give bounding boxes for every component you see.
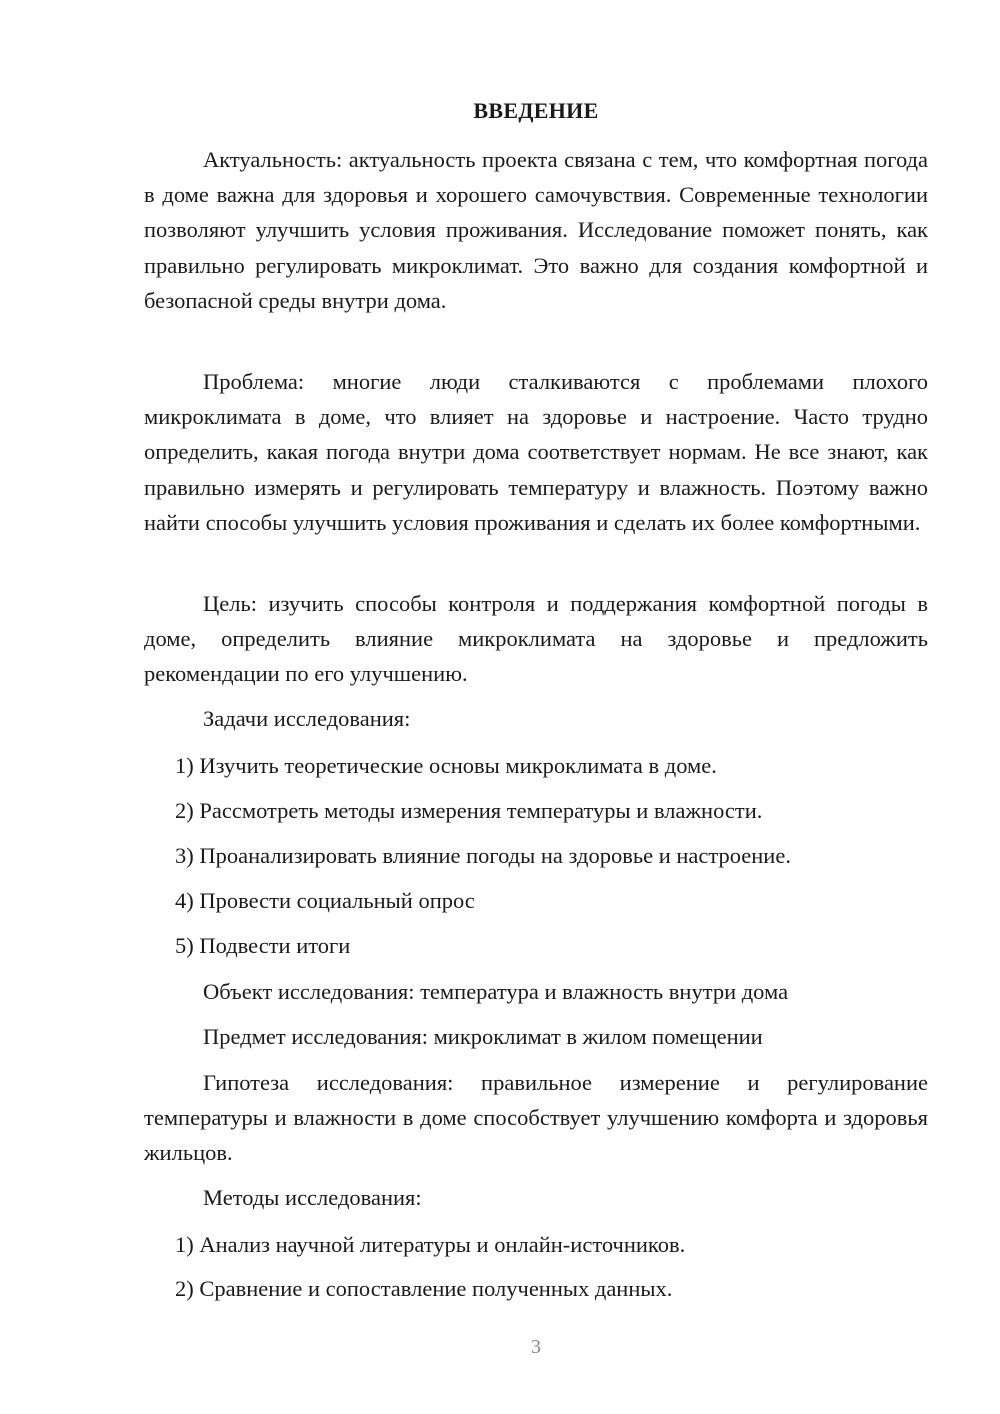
method-item: 1) Анализ научной литературы и онлайн-источников.: [175, 1232, 686, 1257]
relevance-paragraph: Актуальность: актуальность проекта связана с тем, что комфортная погода в доме важна для здоровья и хорошего самочувствия. Современные технологии позволяют улучшить условия проживания. Исследование поможет понять, как правильно регулировать микроклимат. Это важно для создания комфортной и безопасной среды внутри дома.: [144, 147, 928, 313]
method-item: 2) Сравнение и сопоставление полученных данных.: [175, 1276, 673, 1301]
tasks-heading: Задачи исследования:: [203, 706, 411, 731]
task-item: 5) Подвести итоги: [175, 933, 351, 958]
methods-heading: Методы исследования:: [203, 1185, 422, 1210]
task-item: 4) Провести социальный опрос: [175, 888, 475, 913]
task-item: 2) Рассмотреть методы измерения температуры и влажности.: [175, 798, 763, 823]
task-item: 1) Изучить теоретические основы микроклимата в доме.: [175, 753, 717, 778]
problem-paragraph: Проблема: многие люди сталкиваются с проблемами плохого микроклимата в доме, что влияет на здоровье и настроение. Часто трудно определить, какая погода внутри дома соответствует нормам. Не все знают, как правильно измерять и регулировать температуру и влажность. Поэтому важно найти способы улучшить условия проживания и сделать их более комфортными.: [144, 369, 928, 535]
hypothesis-paragraph: Гипотеза исследования: правильное измерение и регулирование температуры и влажности в доме способствует улучшению комфорта и здоровья жильцов.: [144, 1070, 928, 1166]
research-object: Объект исследования: температура и влажность внутри дома: [203, 979, 789, 1004]
task-item: 3) Проанализировать влияние погоды на здоровье и настроение.: [175, 843, 791, 868]
page-number: 3: [531, 1336, 541, 1358]
goal-paragraph: Цель: изучить способы контроля и поддержания комфортной погоды в доме, определить влияние микроклимата на здоровье и предложить рекомендации по его улучшению.: [144, 591, 928, 687]
page-title: ВВЕДЕНИЕ: [473, 98, 599, 123]
research-subject: Предмет исследования: микроклимат в жилом помещении: [203, 1024, 763, 1049]
